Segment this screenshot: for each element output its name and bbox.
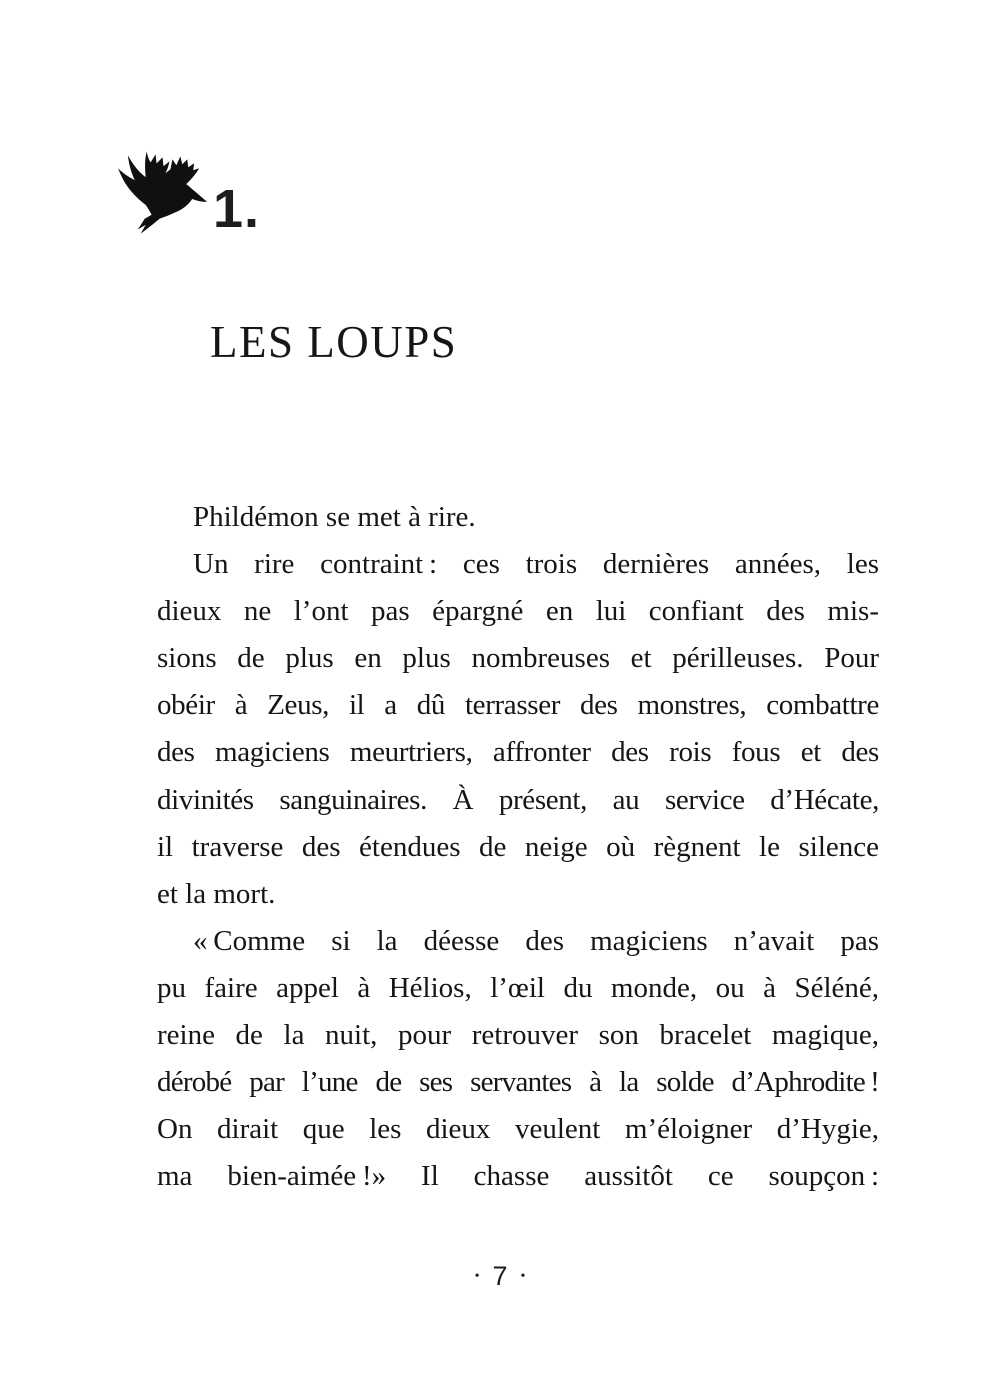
text-line: On dirait que les dieux veulent m’éloigner d’Hygie, — [157, 1113, 879, 1146]
text-line: pu faire appel à Hélios, l’œil du monde, ou à Séléné, — [157, 971, 879, 1004]
text-line: « Comme si la déesse des magiciens n’avait pas — [193, 924, 879, 957]
text-line: il traverse des étendues de neige où règnent le silence — [157, 830, 879, 863]
text-line: des magiciens meurtriers, affronter des rois fous et des — [157, 736, 879, 769]
text-line: sions de plus en plus nombreuses et périlleuses. Pour — [157, 642, 879, 675]
text-line: obéir à Zeus, il a dû terrasser des monstres, combattre — [157, 689, 879, 722]
page-footer — [0, 1263, 1000, 1290]
text-line: Un rire contraint : ces trois dernières années, les — [193, 548, 879, 581]
text-line: dieux ne l’ont pas épargné en lui confiant des mis- — [157, 595, 879, 628]
flying-bird-icon — [114, 149, 213, 241]
page-number: 7 — [492, 1261, 508, 1291]
body-text — [157, 494, 879, 1200]
text-line: dérobé par l’une de ses servantes à la solde d’Aphrodite ! — [157, 1066, 879, 1099]
text-line: divinités sanguinaires. À présent, au service d’Hécate, — [157, 783, 879, 816]
text-line: reine de la nuit, pour retrouver son bracelet magique, — [157, 1019, 879, 1052]
text-line: et la mort. — [157, 877, 276, 910]
text-line: ma bien-aimée !» Il chasse aussitôt ce soupçon : — [157, 1160, 879, 1193]
folio-dot-left: • — [474, 1268, 480, 1284]
chapter-number: 1. — [213, 179, 261, 239]
folio-dot-right: • — [520, 1268, 526, 1284]
chapter-title: LES LOUPS — [210, 317, 458, 367]
text-line: Phildémon se met à rire. — [193, 501, 476, 533]
